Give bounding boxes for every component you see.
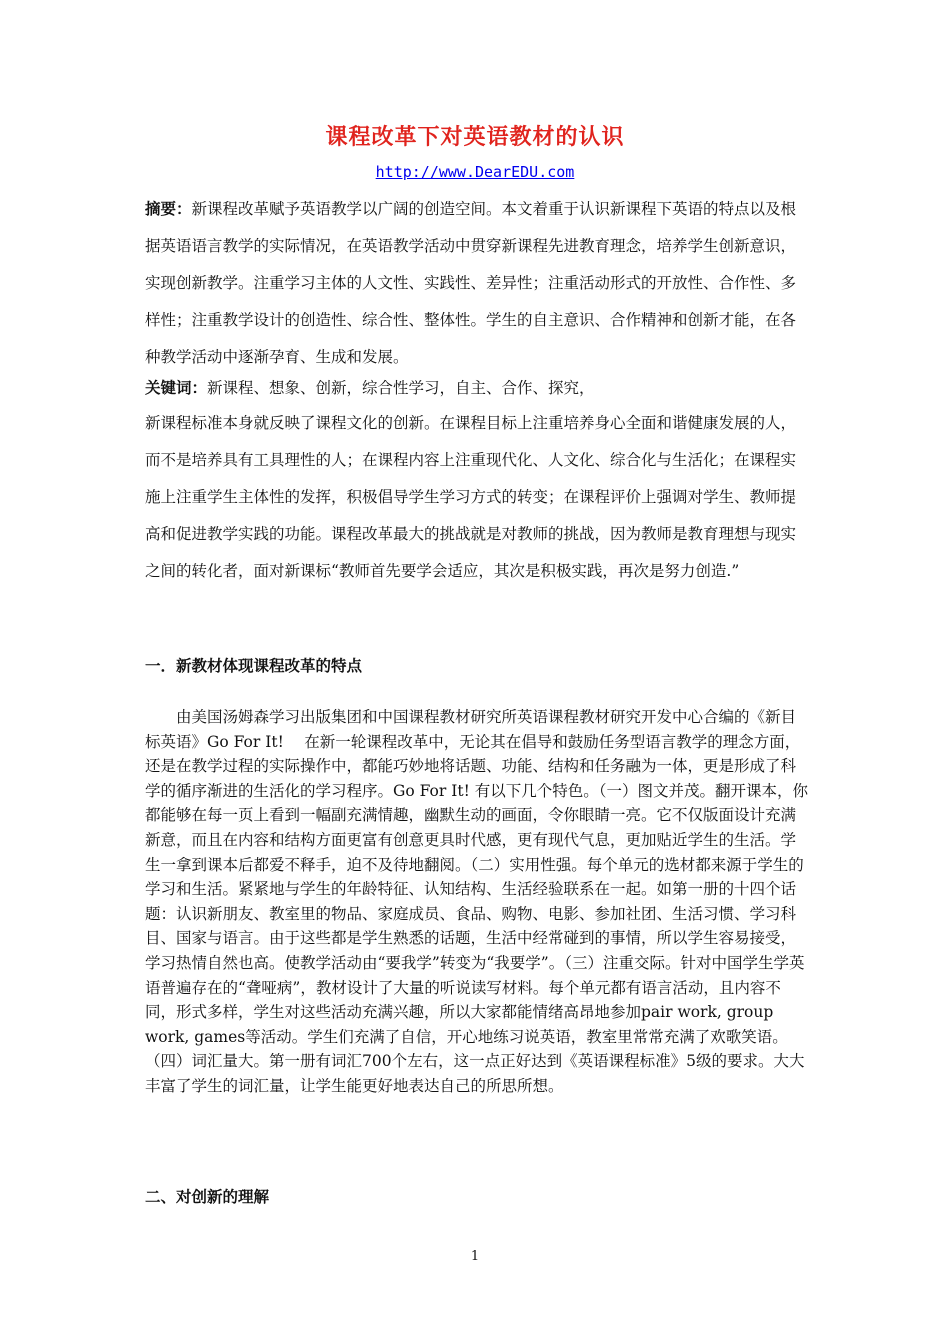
abstract-text: 新课程改革赋予英语教学以广阔的创造空间。本文着重于认识新课程下英语的特点以及根据英语语言教学的实际情况，在英语教学活动中贯穿新课程先进教育理念，培养学生创新意识，实现创新教学。注重学习主体的人文性、实践性、差异性；注重活动形式的开放性、合作性、多样性；注重教学设计的创造性、综合性、整体性。学生的自主意识、合作精神和创新才能，在各种教学活动中逐渐孕育、生成和发展。 [145, 200, 797, 366]
abstract-paragraph [145, 191, 809, 376]
intro-paragraph: 新课程标准本身就反映了课程文化的创新。在课程目标上注重培养身心全面和谐健康发展的人，而不是培养具有工具理性的人；在课程内容上注重现代化、人文化、综合化与生活化；在课程实施上注重学生主体性的发挥，积极倡导学生学习方式的转变；在课程评价上强调对学生、教师提高和促进教学实践的功能。课程改革最大的挑战就是对教师的挑战，因为教师是教育理想与现实之间的转化者，面对新课标“教师首先要学会适应，其次是积极实践，再次是努力创造.” [145, 414, 797, 580]
section-1-body: 由美国汤姆森学习出版集团和中国课程教材研究所英语课程教材研究开发中心合编的《新目标英语》Go For It! 在新一轮课程改革中，无论其在倡导和鼓励任务型语言教学的理念方面，还是在教学过程的实际操作中，都能巧妙地将话题、功能、结构和任务融为一体，更是形成了科学的循序渐进的生活化的学习程序。Go For It! 有以下几个特色。（一）图文并茂。翻开课本，你都能够在每一页上看到一幅副充满情趣，幽默生动的画面，令你眼睛一亮。它不仅版面设计充满新意，而且在内容和结构方面更富有创意更具时代感，更有现代气息，更加贴近学生的生活。学生一拿到课本后都爱不释手，迫不及待地翻阅。（二）实用性强。每个单元的选材都来源于学生的学习和生活。紧紧地与学生的年龄特征、认知结构、生活经验联系在一起。如第一册的十四个话题：认识新朋友、教室里的物品、家庭成员、食品、购物、电影、参加社团、生活习惯、学习科目、国家与语言。由于这些都是学生熟悉的话题，生活中经常碰到的事情，所以学生容易接受，学习热情自然也高。使教学活动由“要我学”转变为“我要学”。（三）注重交际。针对中国学生学英语普遍存在的“聋哑病”，教材设计了大量的听说读写材料。每个单元都有语言活动，且内容不同，形式多样，学生对这些活动充满兴趣，所以大家都能情绪高昂地参加pair work, group work, games等活动。学生们充满了自信，开心地练习说英语，教室里常常充满了欢歌笑语。（四）词汇量大。第一册有词汇700个左右，这一点正好达到《英语课程标准》5级的要求。大大丰富了学生的词汇量，让学生能更好地表达自己的所思所想。 [145, 708, 808, 1095]
page-number: 1 [470, 1249, 480, 1264]
source-link[interactable]: http://www.DearEDU.com [375, 163, 575, 181]
keywords-label: 关键词： [145, 379, 208, 397]
section-heading-2: 二、对创新的理解 [145, 1188, 270, 1206]
page-title: 课程改革下对英语教材的认识 [325, 125, 625, 150]
keywords-text: 新课程、想象、创新，综合性学习，自主、合作、探究， [207, 379, 595, 397]
abstract-label: 摘要： [145, 200, 192, 218]
keywords-paragraph [145, 376, 809, 400]
section-heading-1: 一．新教材体现课程改革的特点 [145, 657, 363, 675]
